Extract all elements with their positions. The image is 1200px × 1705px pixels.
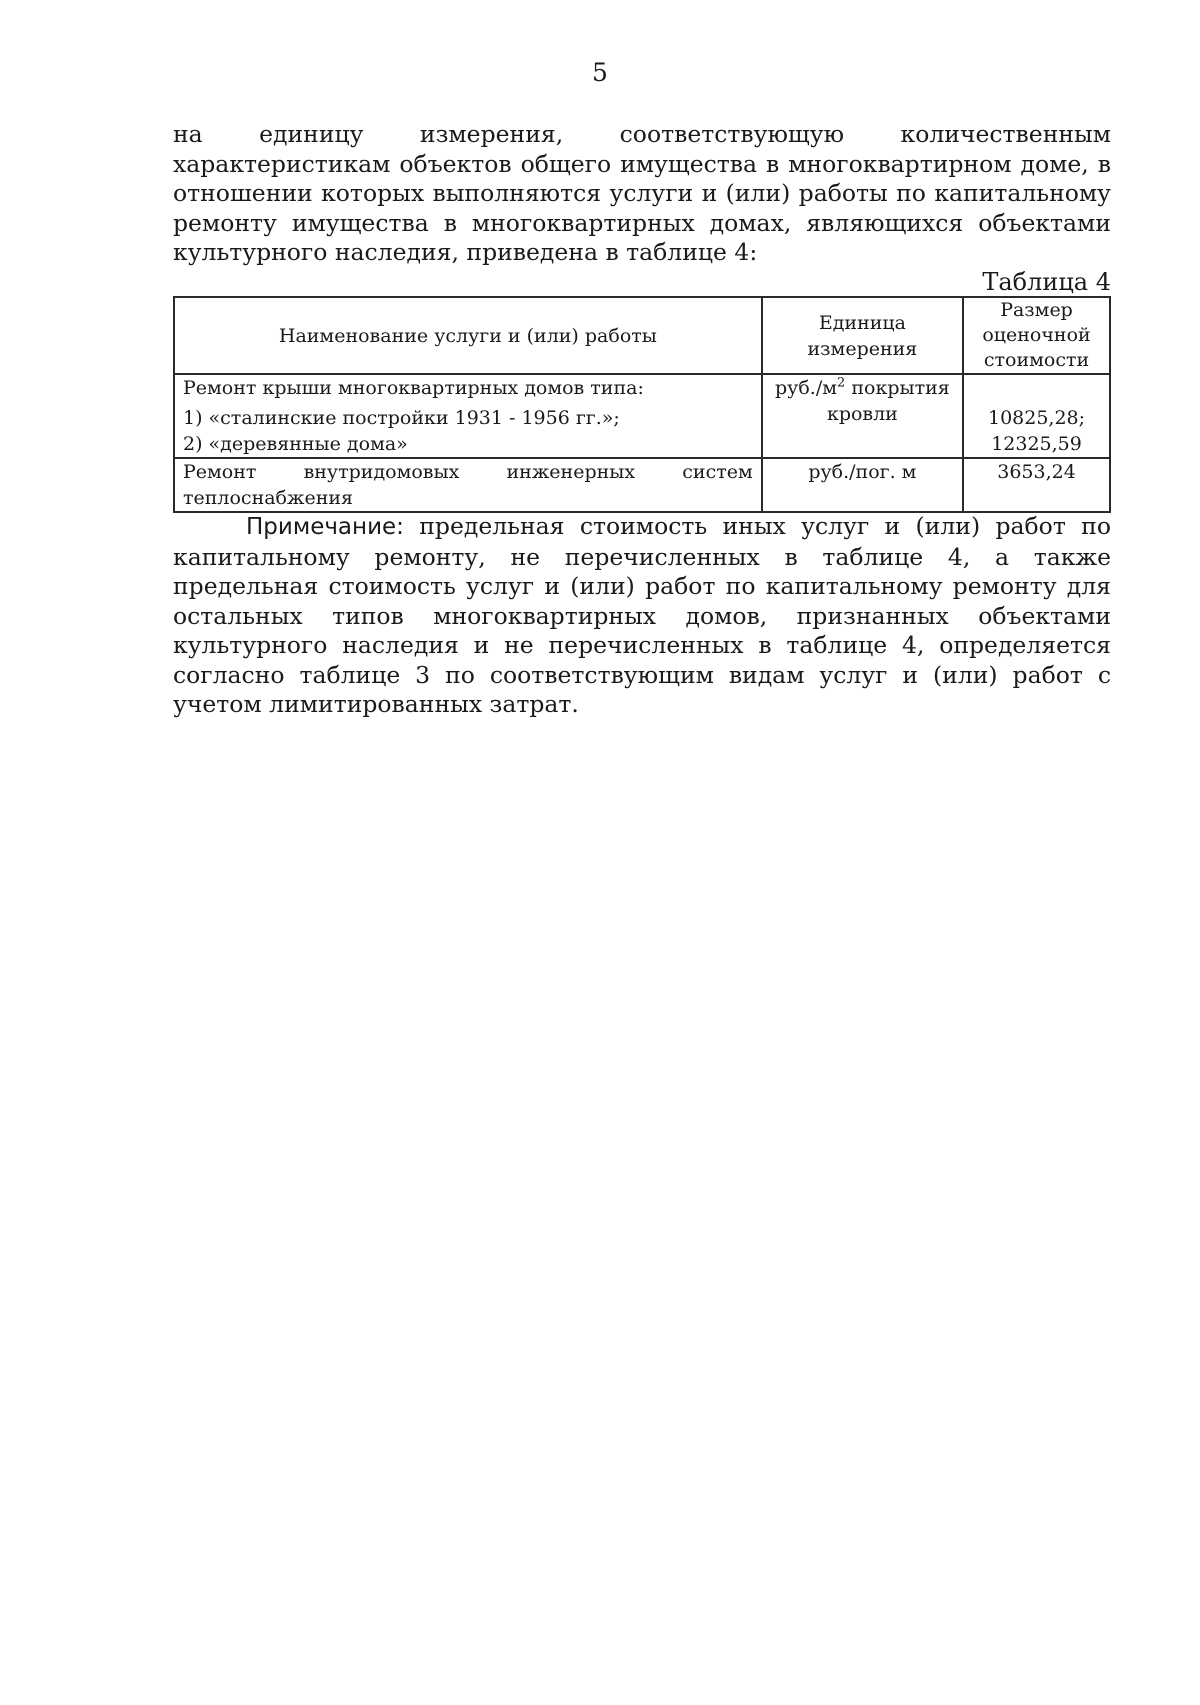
row-roof-unit-prefix: руб./м [775,377,838,399]
row-roof-unit-suffix: покрытия [845,377,950,399]
header-unit [762,297,963,374]
table-row [174,458,1110,512]
header-size [963,297,1110,374]
intro-paragraph: на единицу измерения, соответствующую количественным характеристикам объектов общего имущества в многоквартирном доме, в отношении которых выполняются услуги и (или) работы по капитальному ремонту имущества в многоквартирных домах, являющихся объектами культурного наследия, приведена в таблице 4: [173,120,1111,266]
note-text: предельная стоимость иных услуг и (или) работ по капитальному ремонту, не перечисленных в таблице 4, а также предельная стоимость услуг и (или) работ по капитальному ремонту для остальных типов многоквартирных домов, признанных объектами культурного наследия и не перечисленных в таблице 4, определяется согласно таблице 3 по соответствующим видам услуг и (или) работ с учетом лимитированных затрат. [173,512,1111,718]
table-row [174,374,1110,458]
row-roof-unit-line1 [771,375,954,401]
header-size-line1: Размер [1000,299,1073,321]
row-roof-value2: 12325,59 [991,433,1082,455]
row-heat-name-line2: теплоснабжения [183,487,354,509]
row-roof-name [174,374,762,458]
row-roof-value1: 10825,28; [987,407,1086,429]
page-number: 5 [592,58,608,87]
row-heat-unit: руб./пог. м [762,458,963,512]
note-label: Примечание: [246,514,404,540]
row-roof-unit-sup: 2 [837,375,846,391]
header-size-line3: стоимости [983,349,1090,371]
row-roof-values [963,374,1110,458]
cost-table [173,296,1111,513]
table-caption: Таблица 4 [982,268,1111,296]
row-roof-unit-line2: кровли [826,403,898,425]
header-size-line2: оценочной [982,324,1091,346]
header-unit-text: Единица измерения [807,311,918,360]
note-paragraph [173,512,1111,720]
header-name: Наименование услуги и (или) работы [174,297,762,374]
row-roof-item1: 1) «сталинские постройки 1931 - 1956 гг.»; [183,407,620,429]
row-heat-name [174,458,762,512]
row-heat-name-line1: Ремонт внутридомовых инженерных систем [183,461,753,483]
row-roof-title: Ремонт крыши многоквартирных домов типа: [183,377,644,399]
row-roof-unit [762,374,963,458]
table-header-row [174,297,1110,374]
row-heat-value: 3653,24 [963,458,1110,512]
row-roof-item2: 2) «деревянные дома» [183,433,408,455]
